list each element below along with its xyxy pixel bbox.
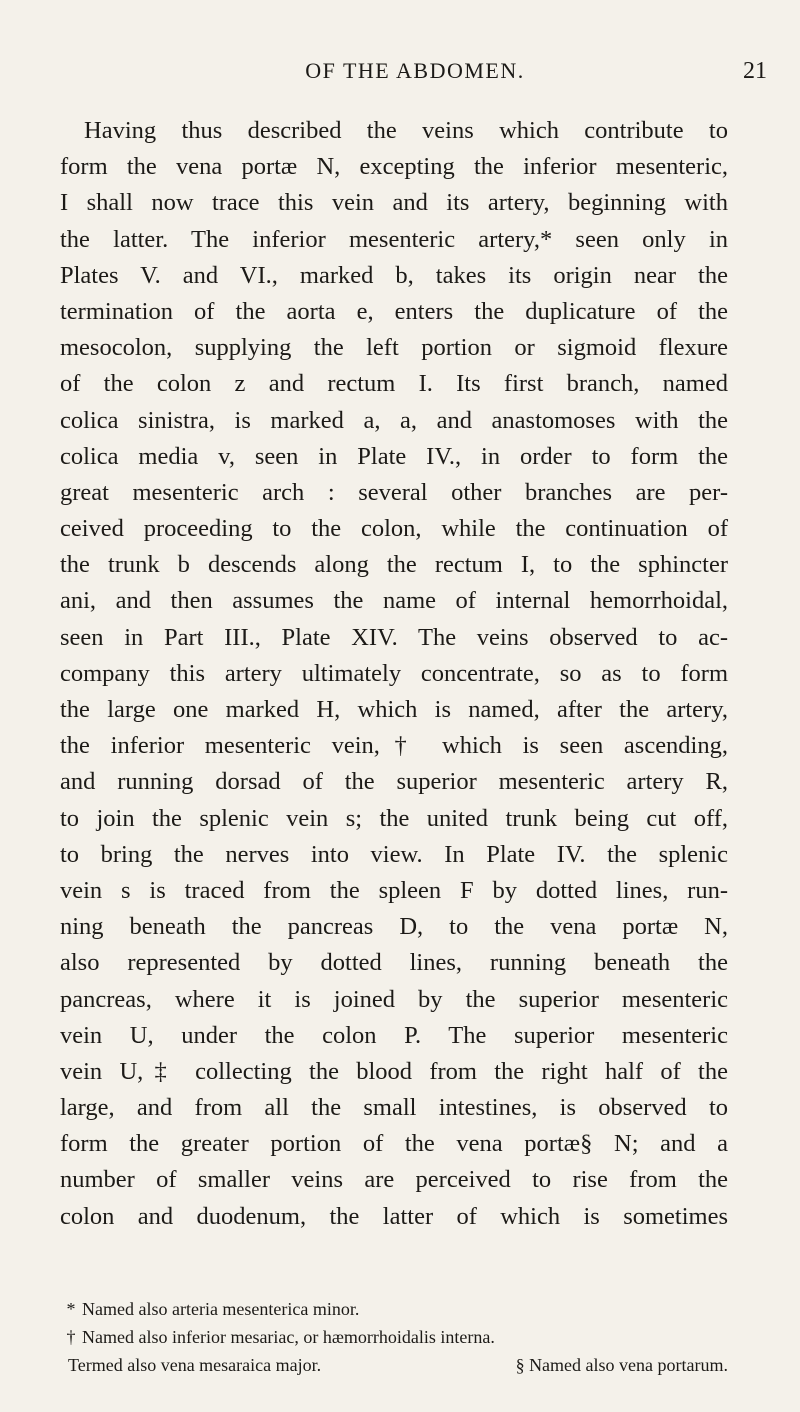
- text-line: termination of the aorta e, enters the duplicature of the: [60, 297, 728, 325]
- body-text: [60, 113, 728, 1235]
- text-line: the trunk b descends along the rectum I, to the sphincter: [60, 551, 728, 579]
- footnote-mark: †: [66, 1327, 76, 1347]
- text-line: the inferior mesenteric vein,† which is seen ascending,: [60, 732, 728, 760]
- text-line: ceived proceeding to the colon, while the continuation of: [60, 515, 728, 543]
- page-number: 21: [743, 58, 767, 84]
- text-line: ning beneath the pancreas D, to the vena portæ N,: [60, 913, 728, 941]
- page-header: [55, 58, 775, 98]
- text-line: the latter. The inferior mesenteric artery,* seen only in: [60, 225, 728, 253]
- text-line: seen in Part III., Plate XIV. The veins observed to ac-: [60, 623, 728, 651]
- footnote-text: § Named also vena portarum.: [515, 1355, 728, 1375]
- text-line: form the vena portæ N, excepting the inferior mesenteric,: [60, 153, 728, 181]
- text-line: Plates V. and VI., marked b, takes its origin near the: [60, 261, 728, 289]
- text-line: also represented by dotted lines, running beneath the: [60, 949, 728, 977]
- text-line: form the greater portion of the vena portæ§ N; and a: [60, 1130, 728, 1158]
- text-line: colon and duodenum, the latter of which is sometimes: [60, 1202, 728, 1230]
- text-line: Having thus described the veins which contribute to: [84, 117, 728, 144]
- footnote-text: Named also inferior mesariac, or hæmorrhoidalis interna.: [82, 1327, 495, 1347]
- footnote-mark: *: [66, 1299, 76, 1319]
- footnote-row: [60, 1351, 728, 1379]
- text-line: great mesenteric arch : several other branches are per-: [60, 478, 728, 506]
- footnote: [60, 1323, 728, 1351]
- text-line: the large one marked H, which is named, after the artery,: [60, 696, 728, 723]
- footnote-text: Termed also vena mesaraica major.: [68, 1355, 322, 1375]
- text-line: colica media v, seen in Plate IV., in order to form the: [60, 442, 728, 470]
- text-line: colica sinistra, is marked a, a, and anastomoses with the: [60, 406, 728, 434]
- text-line: vein U, under the colon P. The superior mesenteric: [60, 1021, 728, 1049]
- text-line: of the colon z and rectum I. Its first branch, named: [60, 370, 728, 398]
- text-line: pancreas, where it is joined by the superior mesenteric: [60, 985, 728, 1013]
- text-line: vein U,‡ collecting the blood from the right half of the: [60, 1057, 728, 1085]
- text-line: to join the splenic vein s; the united trunk being cut off,: [60, 804, 728, 832]
- footnote-text: Named also arteria mesenterica minor.: [82, 1299, 360, 1319]
- text-line: ani, and then assumes the name of internal hemorrhoidal,: [60, 587, 728, 615]
- text-line: and running dorsad of the superior mesenteric artery R,: [60, 768, 728, 796]
- text-line: I shall now trace this vein and its artery, beginning with: [60, 189, 728, 217]
- text-line: number of smaller veins are perceived to rise from the: [60, 1166, 728, 1194]
- running-title: OF THE ABDOMEN.: [305, 58, 525, 83]
- text-line: company this artery ultimately concentrate, so as to form: [60, 659, 728, 687]
- footnote: [60, 1295, 728, 1323]
- text-line: to bring the nerves into view. In Plate IV. the splenic: [60, 840, 728, 868]
- footnotes: [60, 1295, 728, 1379]
- text-line: large, and from all the small intestines, is observed to: [60, 1094, 728, 1122]
- text-line: mesocolon, supplying the left portion or sigmoid flexure: [60, 334, 728, 362]
- text-line: vein s is traced from the spleen F by dotted lines, run-: [60, 876, 728, 904]
